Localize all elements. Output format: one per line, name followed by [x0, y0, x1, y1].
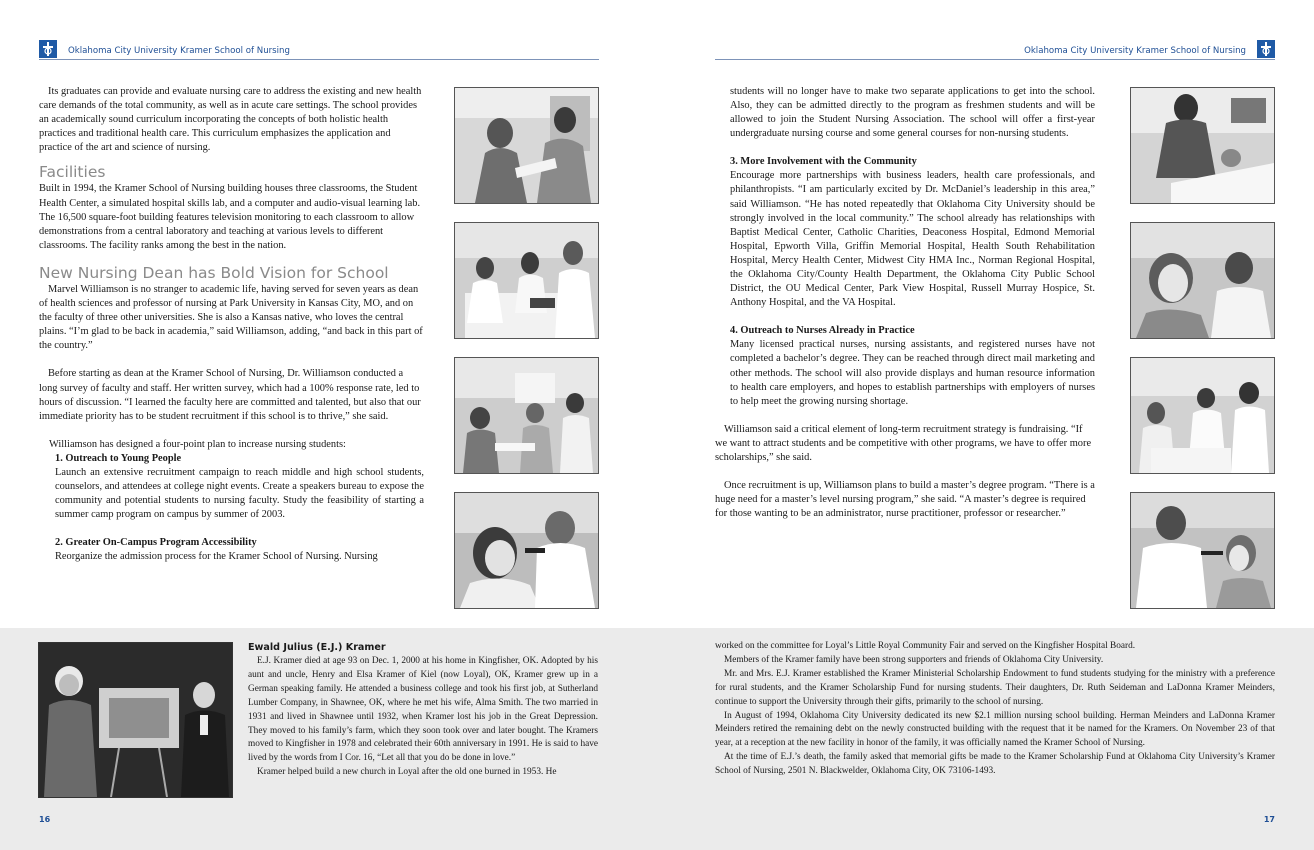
kramer-bio-paragraph-5: Mr. and Mrs. E.J. Kramer established the Kramer Ministerial Scholarship Endowment to fund students studying for the ministry with a preference for rural students, and the Kramer Scholarship Fund for nursing students. Their daughters, Dr. Ruth Seideman and LaDonna Kramer Meinders, continue to support the University through their gifts, primarily to the school of nursing. [715, 668, 1275, 707]
kramer-bio-paragraph-2: Kramer helped build a new church in Loyal after the old one burned in 1953. He [257, 767, 557, 778]
page-header-right [715, 38, 1275, 60]
kramer-bio-column [248, 640, 598, 780]
point-3-text: Encourage more partnerships with business leaders, health care professionals, and philanthropists. “I am particularly excited by Dr. McDaniel’s leadership in this area,” said Williamson. “He has noted repeatedly that Oklahoma City University should be strongly involved in the local community.” The school already has relationships with Baptist Medical Center, Catholic Charities, Deaconess Hospital, Edmond Memorial Hospital, Epworth Villa, Griffin Memorial Hospital, Health South Rehabilitation Hospital, Mercy Health Center, Midwest City HMA Inc., Norman Regional Hospital, the Oklahoma City/County Health Department, the Oklahoma City Public School District, the OU Medical Center, Park View Hospital, Russell Murray Hospice, St. Anthony Hospital, and the VA Hospital. [730, 170, 1095, 309]
kramer-bio-paragraph-3: worked on the committee for Loyal’s Little Royal Community Fair and served on the Kingfisher Hospital Board. [715, 641, 1136, 651]
point-2-text: Reorganize the admission process for the Kramer School of Nursing. Nursing [55, 551, 378, 563]
kramer-heading: Ewald Julius (E.J.) Kramer [248, 642, 386, 653]
point-3-heading: 3. More Involvement with the Community [730, 156, 917, 168]
page-header-left [39, 38, 599, 60]
page-number-left: 16 [39, 815, 51, 824]
header-title: Oklahoma City University Kramer School of Nursing [1024, 46, 1246, 56]
masters-paragraph: Once recruitment is up, Williamson plans to build a master’s degree program. “There is a huge need for a master’s level nursing program,” she said. “A master’s degree is required for those wanting to be an administrator, nurse practitioner, professor or researcher.” [715, 480, 1095, 520]
plan-intro: Williamson has designed a four-point plan to increase nursing students: [49, 438, 346, 450]
intro-paragraph: Its graduates can provide and evaluate nursing care to address the existing and new health care demands of the total community, as well as in acute care settings. The school provides an academically sound curriculum incorporating the concepts of both holistic health practices and traditional health care. This curriculum emphasizes the application and practice of the art and science of nursing. [39, 86, 422, 154]
dean-heading: New Nursing Dean has Bold Vision for School [39, 263, 389, 282]
kramer-bio-column-continued [715, 640, 1275, 779]
fundraising-paragraph: Williamson said a critical element of long-term recruitment strategy is fundraising. “If we want to attract students and be competitive with other programs, we have to offer more scholarships,” she said. [715, 423, 1092, 463]
left-article-column [39, 85, 424, 564]
kramer-bio-paragraph-6: In August of 1994, Oklahoma City University dedicated its new $2.1 million nursing school building. Herman Meinders and LaDonna Kramer Meinders retired the remaining debt on the newly constructed building with the request that it be named for the Kramers. On November 23 of that year, at a reception at the new facility in honor of the family, it was officially named the Kramer School of Nursing. [715, 710, 1275, 749]
point-4-text: Many licensed practical nurses, nursing assistants, and registered nurses have not completed a bachelor’s degree. They can be reached through direct mail marketing and other methods. The school will also provide displays and human resource information to health care employers, and hopes to establish partnerships with employers of nurses to help meet the growing nursing shortage. [730, 339, 1095, 407]
throat-exam-photo [1130, 492, 1275, 609]
classroom-students-photo [454, 357, 599, 474]
header-title: Oklahoma City University Kramer School of Nursing [68, 46, 290, 56]
right-article-column [715, 85, 1095, 521]
kramer-bio-paragraph-4: Members of the Kramer family have been strong supporters and friends of Oklahoma City University. [724, 654, 1104, 665]
continued-paragraph: students will no longer have to make two separate applications to get into the school. Also, they can be admitted directly to the program as freshmen students and will be allowed to join the Student Nursing Association. The school will offer a first-year undergraduate nursing course and some general courses for non-nursing students. [730, 86, 1095, 140]
point-2-heading: 2. Greater On-Campus Program Accessibility [55, 537, 257, 549]
kramer-plaque-photo [38, 642, 233, 798]
woman-ear-check-photo [1130, 222, 1275, 339]
point-1-text: Launch an extensive recruitment campaign to reach middle and high school students, counselors, and attendees at college night events. Create a speakers bureau to expose the community and potential students to nursing faculty. Study the feasibility of starting a summer camp program on campus by summer of 2003. [55, 466, 424, 521]
nurse-with-patient-bed-photo [1130, 87, 1275, 204]
facilities-heading: Facilities [39, 163, 106, 182]
nurse-taking-blood-pressure-photo [454, 87, 599, 204]
kramer-bio-paragraph-7: At the time of E.J.’s death, the family asked that memorial gifts be made to the Kramer Scholarship Fund at Oklahoma City University’s Kramer School of Nursing, 2501 N. Blackwelder, Oklahoma City, OK 73106-1493. [715, 752, 1275, 777]
lab-instruction-photo [1130, 357, 1275, 474]
page-number-right: 17 [1263, 815, 1275, 824]
kramer-bio-paragraph-1: E.J. Kramer died at age 93 on Dec. 1, 2000 at his home in Kingfisher, OK. Adopted by his aunt and uncle, Henry and Elsa Kramer of Kiel (now Loyal), OK, Kramer grew up in a German speaking family. He attended a business college and took his first job, at Sutherland Lumber Company, in Shawnee, OK, where he met his wife, Alma Smith. The two married in 1931 and lived in Shawnee until 1932, when Kramer lost his job in the Great Depression. They moved to his family’s farm, which they soon took over and later bought. The Kramers moved to Kingfisher in 1978 and celebrated their 60th anniversary in 1991. He is said to have lived by the words from I Cor. 16, “Let all that you do be done in love.” [248, 656, 598, 764]
point-4-heading: 4. Outreach to Nurses Already in Practice [730, 325, 915, 337]
header-rule [715, 59, 1275, 60]
nursing-lab-photo [454, 222, 599, 339]
ear-exam-photo [454, 492, 599, 609]
point-1-heading: 1. Outreach to Young People [55, 452, 182, 464]
header-rule [39, 59, 599, 60]
dean-paragraph-1: Marvel Williamson is no stranger to academic life, having served for seven years as dean of health sciences and professor of nursing at Park University in Kansas City, MO, and on the faculty of three other universities. She is also a Kansas native, who loves the central plains. “I’m glad to be back in academia,” said Williamson, adding, “and back in this part of the country.” [39, 283, 423, 352]
dean-paragraph-2: Before starting as dean at the Kramer School of Nursing, Dr. Williamson conducted a long survey of faculty and staff. Her written survey, which had a 100% response rate, led to hours of discussion. “I learned the faculty here are committed and talented, but also that our immediate priority has to be student recruitment if this school is to thrive,” she said. [39, 368, 421, 422]
facilities-paragraph: Built in 1994, the Kramer School of Nursing building houses three classrooms, the Student Health Center, a simulated hospital skills lab, and a computer and audio-visual learning lab. The 16,500 square-foot building features television monitoring to each classroom to allow demonstrations from a central laboratory and teaching at various levels to different classrooms. The facility ranks among the best in the nation. [39, 183, 421, 251]
